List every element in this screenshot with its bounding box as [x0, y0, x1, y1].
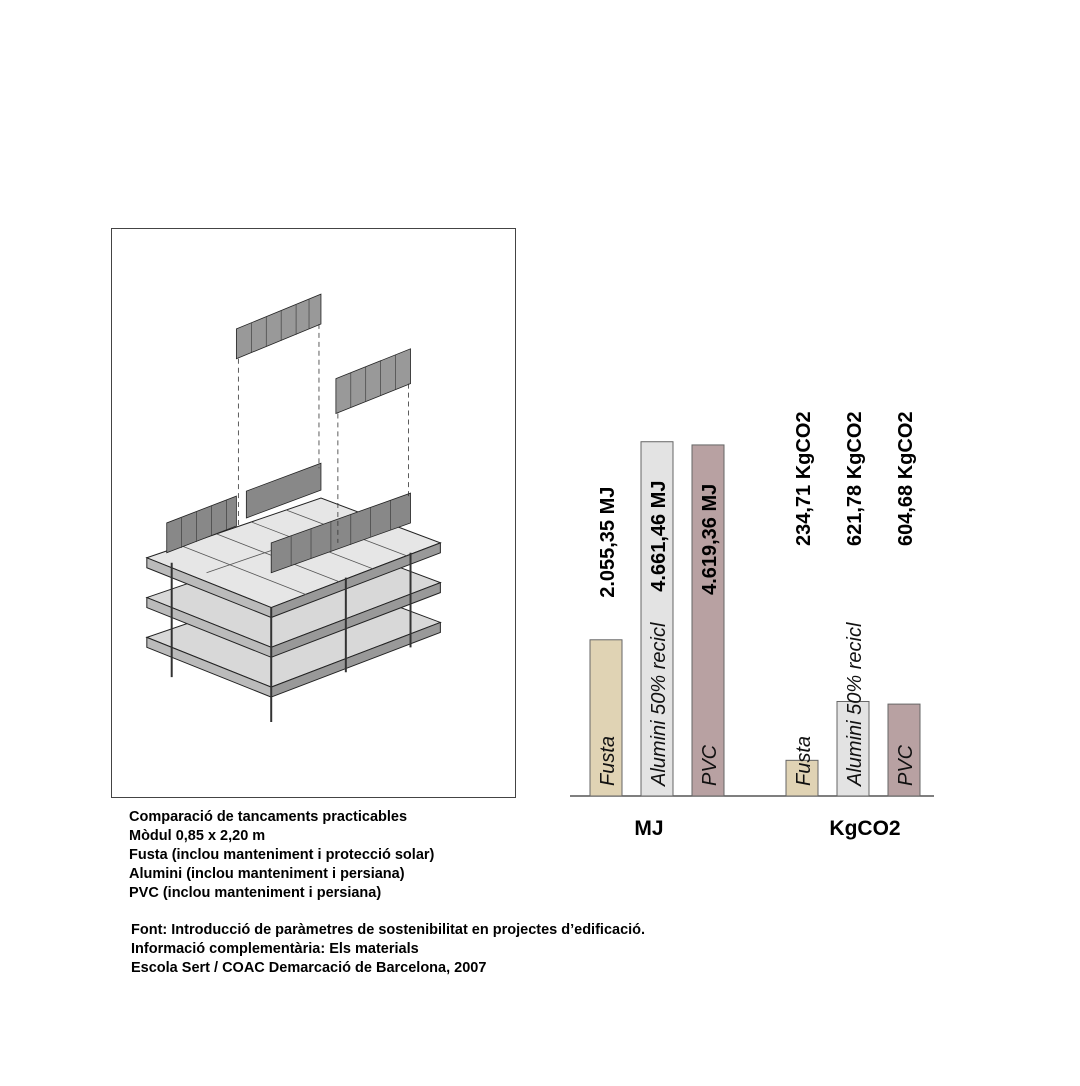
caption-block: [129, 808, 434, 903]
value-label: 2.055,35 MJ: [597, 486, 619, 598]
category-label: PVC: [699, 744, 721, 786]
source-block: [131, 921, 645, 978]
source-line: Informació complementària: Els materials: [131, 941, 419, 957]
value-label: 4.619,36 MJ: [699, 483, 721, 595]
category-label: Fusta: [793, 735, 815, 786]
caption-line: Mòdul 0,85 x 2,20 m: [129, 828, 266, 844]
category-label: Alumini 50% recicl: [648, 622, 670, 786]
isometric-building-drawing: [111, 228, 516, 798]
source-line: Font: Introducció de paràmetres de sostenibilitat en projectes d’edificació.: [131, 922, 646, 938]
source-line: Escola Sert / COAC Demarcació de Barcelona, 2007: [131, 960, 487, 976]
caption-line: Fusta (inclou manteniment i protecció solar): [129, 847, 435, 863]
caption-line: Alumini (inclou manteniment i persiana): [129, 866, 405, 882]
caption-line: Comparació de tancaments practicables: [129, 809, 408, 825]
value-label: 621,78 KgCO2: [844, 411, 866, 546]
chart-svg: [540, 370, 960, 850]
value-label: 4.661,46 MJ: [648, 480, 670, 592]
value-label: 604,68 KgCO2: [895, 411, 917, 546]
caption-line: PVC (inclou manteniment i persiana): [129, 885, 382, 901]
building-axonometric-illustration: [112, 229, 515, 797]
category-label: Alumini 50% recicl: [844, 622, 866, 786]
group-label: MJ: [634, 817, 664, 840]
value-label: 234,71 KgCO2: [793, 411, 815, 546]
group-label: KgCO2: [829, 817, 901, 840]
category-label: Fusta: [597, 735, 619, 786]
category-label: PVC: [895, 744, 917, 786]
